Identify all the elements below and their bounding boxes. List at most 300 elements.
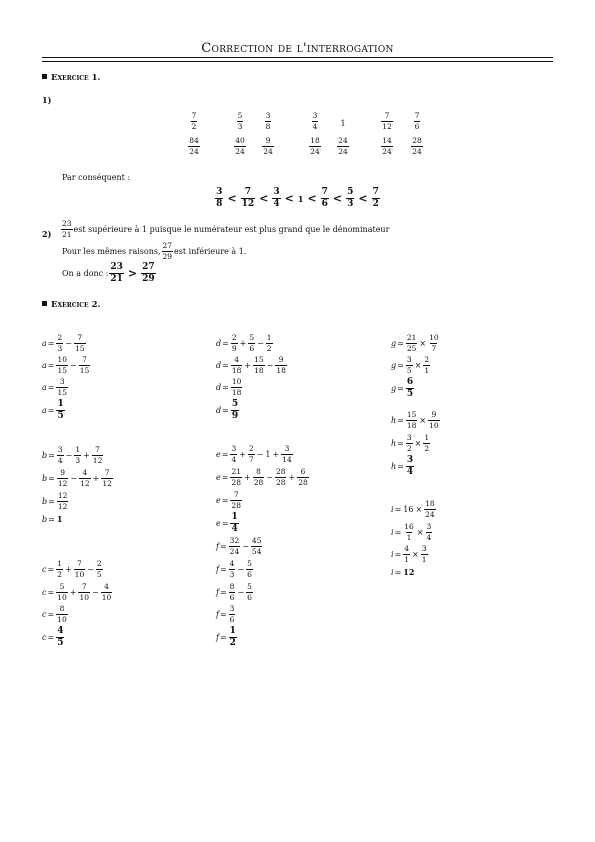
fraction <box>141 263 156 284</box>
fraction <box>275 468 287 486</box>
denominator: 24 <box>235 146 245 156</box>
equals-sign: = <box>222 382 229 392</box>
fraction <box>248 445 255 463</box>
fraction <box>78 583 90 601</box>
variable: i <box>391 549 394 559</box>
numerator: 21 <box>231 467 241 476</box>
denominator: 5 <box>406 365 412 375</box>
fraction <box>79 469 91 487</box>
exercise-1-heading <box>42 73 100 83</box>
operator: + <box>92 473 100 483</box>
denominator: 5 <box>96 569 102 579</box>
fraction <box>403 545 410 563</box>
fraction <box>426 523 433 541</box>
fraction <box>229 605 236 623</box>
denominator: 7 <box>431 343 437 353</box>
operator: × <box>419 338 427 348</box>
fraction <box>421 545 428 563</box>
equation-line <box>391 411 441 429</box>
operator: − <box>70 473 78 483</box>
fraction <box>424 500 436 518</box>
numerator: 7 <box>414 111 420 120</box>
equals-sign: = <box>219 633 227 642</box>
equation-line <box>42 446 104 464</box>
variable: g <box>391 338 397 348</box>
numerator: 5 <box>347 187 354 197</box>
numerator: 7 <box>95 445 100 454</box>
operator: − <box>256 449 264 459</box>
equals-sign: = <box>47 406 55 415</box>
fraction <box>248 334 255 352</box>
numerator: 1 <box>57 399 64 409</box>
numerator: 3 <box>265 111 271 120</box>
equals-sign: = <box>48 473 55 483</box>
numerator: 6 <box>406 377 414 387</box>
denominator: 9 <box>231 343 237 353</box>
numerator: 23 <box>62 219 72 228</box>
variable: f <box>216 541 219 551</box>
numerator: 10 <box>429 333 439 342</box>
denominator: 24 <box>189 146 199 156</box>
fraction <box>309 137 321 155</box>
equation-line <box>391 523 433 541</box>
equals-sign: = <box>397 438 404 448</box>
denominator: 29 <box>162 251 173 261</box>
numerator: 3 <box>216 187 223 197</box>
equation-line <box>216 400 240 421</box>
fraction <box>406 434 413 452</box>
fraction <box>229 627 237 648</box>
numerator: 32 <box>229 536 240 545</box>
numerator: 27 <box>142 262 155 272</box>
fraction <box>372 188 380 209</box>
variable: d <box>216 382 222 392</box>
variable: a <box>42 382 47 392</box>
denominator: 9 <box>231 411 239 421</box>
denominator: 14 <box>282 454 292 464</box>
denominator: 12 <box>102 478 112 488</box>
relation-symbol: < <box>307 192 317 205</box>
denominator: 29 <box>142 274 155 284</box>
fraction <box>56 627 64 648</box>
operator: − <box>87 564 94 574</box>
fraction <box>297 468 309 486</box>
numerator: 21 <box>406 333 417 342</box>
equation-line <box>391 334 441 352</box>
denominator: 15 <box>57 365 68 375</box>
equals-sign: = <box>222 406 229 415</box>
variable: b <box>42 496 48 506</box>
denominator: 10 <box>74 569 85 579</box>
variable: g <box>391 360 397 370</box>
fraction <box>92 446 104 464</box>
equals-sign: = <box>394 527 402 537</box>
denominator: 3 <box>75 455 81 465</box>
fraction <box>57 492 69 510</box>
operator: + <box>288 472 296 482</box>
table-bottom-cell <box>227 137 253 155</box>
denominator: 5 <box>57 411 64 421</box>
operator: − <box>257 338 264 348</box>
numerator: 3 <box>406 455 414 465</box>
denominator: 6 <box>229 614 235 624</box>
denominator: 1 <box>424 365 430 375</box>
question-2-conclusion <box>62 263 157 284</box>
fraction <box>74 560 86 578</box>
numerator: 3 <box>59 377 65 386</box>
numerator: 4 <box>404 544 410 553</box>
table-top-cell <box>181 112 207 130</box>
fraction <box>96 560 103 578</box>
variable: b <box>42 450 48 460</box>
operator: − <box>91 587 99 597</box>
variable: c <box>42 564 47 574</box>
numerator: 1 <box>424 433 430 442</box>
fraction <box>406 334 418 352</box>
equals-sign: = <box>222 338 229 348</box>
equals-sign: = <box>221 472 229 482</box>
numerator: 7 <box>244 187 251 197</box>
fraction <box>74 334 86 352</box>
fraction <box>265 112 272 130</box>
equation-line <box>216 445 294 463</box>
denominator: 12 <box>57 478 68 488</box>
variable: f <box>216 587 219 597</box>
equation-line <box>391 456 415 477</box>
fraction <box>56 605 68 623</box>
numerator: 15 <box>254 355 264 364</box>
fraction <box>423 434 430 452</box>
equation-line <box>42 356 91 374</box>
denominator: 8 <box>265 121 271 131</box>
equals-sign: = <box>47 564 55 574</box>
table-top-cell <box>255 112 281 130</box>
numerator: 7 <box>81 582 87 591</box>
operator: − <box>65 338 72 348</box>
equals-sign: = <box>397 338 404 348</box>
numerator: 3 <box>426 522 432 531</box>
equation-line <box>216 560 254 578</box>
operator: − <box>237 587 245 597</box>
variable: i <box>391 527 394 537</box>
numerator: 3 <box>229 604 235 613</box>
operator: + <box>64 564 72 574</box>
fraction <box>246 560 253 578</box>
denominator: 28 <box>298 477 308 487</box>
operator: + <box>69 587 77 597</box>
denominator: 18 <box>231 365 242 375</box>
fraction <box>230 445 237 463</box>
numerator: 15 <box>406 410 417 419</box>
fraction <box>246 583 253 601</box>
denominator: 4 <box>312 121 318 131</box>
relation-symbol: < <box>259 192 269 205</box>
operator: − <box>266 360 274 370</box>
fraction <box>272 188 280 209</box>
denominator: 25 <box>406 343 417 353</box>
denominator: 6 <box>249 343 255 353</box>
equals-sign: = <box>47 609 55 619</box>
equation-line <box>216 537 263 555</box>
numerator: 14 <box>382 136 392 145</box>
fraction <box>230 491 242 509</box>
fraction <box>337 137 349 155</box>
consequence-text: Par conséquent : <box>62 173 131 182</box>
numerator: 8 <box>229 582 235 591</box>
fraction <box>231 400 239 421</box>
numerator: 4 <box>104 582 109 591</box>
denominator: 15 <box>57 387 68 397</box>
denominator: 2 <box>266 343 272 353</box>
fraction <box>237 112 244 130</box>
denominator: 12 <box>80 478 90 488</box>
fraction <box>253 356 265 374</box>
table-bottom-cell <box>374 137 400 155</box>
fraction <box>56 378 68 396</box>
denominator: 1 <box>404 554 410 564</box>
numerator: 4 <box>229 559 235 568</box>
relation-symbol: < <box>227 192 237 205</box>
equals-sign: = <box>221 449 229 459</box>
operator: + <box>244 360 252 370</box>
numerator: 5 <box>237 111 243 120</box>
fraction <box>188 137 200 155</box>
operator: × <box>416 527 424 537</box>
denominator: 10 <box>57 614 67 624</box>
variable: c <box>42 633 47 642</box>
fraction <box>234 137 246 155</box>
fraction <box>215 188 223 209</box>
numerator: 3 <box>406 355 412 364</box>
number: 1 <box>297 193 304 204</box>
operator: × <box>412 549 419 559</box>
numerator: 5 <box>231 399 239 409</box>
fraction <box>406 378 414 399</box>
denominator: 28 <box>275 477 286 487</box>
fraction <box>61 220 73 238</box>
denominator: 24 <box>412 146 422 156</box>
denominator: 10 <box>101 592 112 602</box>
denominator: 28 <box>231 500 241 510</box>
numerator: 18 <box>425 499 435 508</box>
equation-line <box>42 334 87 352</box>
denominator: 28 <box>253 477 264 487</box>
number: 1 <box>265 449 271 459</box>
relation-symbol: > <box>127 267 138 280</box>
operator: − <box>65 450 73 460</box>
numerator: 7 <box>233 490 239 499</box>
fraction <box>56 356 68 374</box>
equals-sign: = <box>222 360 229 370</box>
numerator: 1 <box>231 512 238 522</box>
fraction <box>262 137 274 155</box>
equation-line <box>391 356 431 374</box>
equals-sign: = <box>397 360 404 370</box>
denominator: 2 <box>229 638 236 648</box>
question-2-label: 2) <box>42 229 52 239</box>
numerator: 2 <box>96 559 102 568</box>
equation-line <box>391 434 431 452</box>
denominator: 1 <box>421 554 427 564</box>
numerator: 23 <box>110 262 123 272</box>
title-rule-thick <box>42 57 553 58</box>
table-top-cell: 1 <box>340 119 346 128</box>
numerator: 10 <box>231 377 242 386</box>
equals-sign: = <box>397 462 404 471</box>
equation-line <box>216 356 288 374</box>
numerator: 2 <box>248 444 254 453</box>
fraction <box>229 537 241 555</box>
fraction <box>423 356 430 374</box>
equation-line <box>42 583 113 601</box>
denominator: 24 <box>229 546 240 556</box>
table-bottom-cell <box>330 137 356 155</box>
equation-line <box>42 514 63 524</box>
variable: b <box>42 473 48 483</box>
equals-sign: = <box>47 338 55 348</box>
operator: − <box>70 360 77 370</box>
denominator: 1 <box>406 532 412 542</box>
equals-sign: = <box>221 495 229 505</box>
denominator: 2 <box>191 121 197 131</box>
denominator: 54 <box>251 546 262 556</box>
numerator: 7 <box>82 355 87 364</box>
equals-sign: = <box>47 587 55 597</box>
numerator: 7 <box>77 333 83 342</box>
numerator: 3 <box>406 433 412 442</box>
numerator: 1 <box>229 626 236 636</box>
fraction <box>275 356 287 374</box>
relation-symbol: < <box>284 192 294 205</box>
variable: c <box>42 609 47 619</box>
denominator: 15 <box>79 365 90 375</box>
numerator: 45 <box>251 536 262 545</box>
denominator: 4 <box>57 455 63 465</box>
denominator: 12 <box>382 121 392 131</box>
operator: + <box>243 472 251 482</box>
equation-line <box>42 560 104 578</box>
operator: − <box>266 472 273 482</box>
question-2-line-1 <box>60 220 389 238</box>
numerator: 8 <box>59 604 65 613</box>
denominator: 6 <box>321 199 328 209</box>
fraction <box>230 468 242 486</box>
numerator: 28 <box>275 467 286 476</box>
equation-line <box>216 583 254 601</box>
equals-sign: = <box>219 564 227 574</box>
exercise-2-heading <box>42 300 100 310</box>
fraction <box>428 411 440 429</box>
variable: e <box>216 449 221 459</box>
denominator: 21 <box>110 274 123 284</box>
operator: − <box>242 541 249 551</box>
denominator: 4 <box>406 467 414 477</box>
fraction <box>231 356 243 374</box>
variable: b <box>42 514 48 524</box>
variable: e <box>216 495 221 505</box>
operator: × <box>414 360 422 370</box>
numerator: 5 <box>247 582 252 591</box>
denominator: 24 <box>263 146 273 156</box>
equals-sign: = <box>397 415 404 425</box>
equals-sign: = <box>47 382 55 392</box>
fraction <box>312 112 319 130</box>
title-rule-thin <box>42 61 553 62</box>
fraction <box>229 560 236 578</box>
numerator: 1 <box>75 445 81 454</box>
equation-line <box>216 468 310 486</box>
denominator: 18 <box>254 365 264 375</box>
numerator: 40 <box>235 136 245 145</box>
bullet-square-icon <box>42 74 47 79</box>
number: 16 <box>403 504 414 514</box>
numerator: 4 <box>82 468 88 477</box>
equation-line <box>42 492 69 510</box>
variable: i <box>391 567 394 577</box>
denominator: 3 <box>57 343 63 353</box>
numerator: 6 <box>300 467 306 476</box>
denominator: 21 <box>62 229 72 239</box>
denominator: 18 <box>406 420 417 430</box>
fraction <box>79 356 91 374</box>
equals-sign: = <box>219 587 227 597</box>
fraction <box>266 334 273 352</box>
operator: + <box>272 449 280 459</box>
variable: e <box>216 472 221 482</box>
exercise-1-title: Exercice 1. <box>51 73 101 83</box>
fraction <box>241 188 256 209</box>
denominator: 10 <box>57 592 67 602</box>
numerator: 3 <box>273 187 280 197</box>
variable: c <box>42 587 47 597</box>
equation-line <box>391 500 437 518</box>
fraction <box>230 513 238 534</box>
denominator: 4 <box>426 532 432 542</box>
numerator: 8 <box>256 467 261 476</box>
operator: + <box>239 338 247 348</box>
fraction <box>414 112 421 130</box>
equation-line <box>42 627 65 648</box>
numerator: 7 <box>104 468 110 477</box>
equation-line <box>216 513 240 534</box>
number: 12 <box>403 567 415 577</box>
denominator: 5 <box>57 638 64 648</box>
equals-sign: = <box>397 384 404 393</box>
numerator: 2 <box>57 333 63 342</box>
denominator: 24 <box>425 509 435 519</box>
denominator: 12 <box>92 455 103 465</box>
denominator: 18 <box>276 365 286 375</box>
denominator: 10 <box>79 592 89 602</box>
variable: d <box>216 338 222 348</box>
equals-sign: = <box>47 633 55 642</box>
denominator: 6 <box>247 569 252 579</box>
denominator: 2 <box>57 569 62 579</box>
operator: + <box>83 450 90 460</box>
question-2-text-3: est inférieure à 1. <box>174 246 247 256</box>
numerator: 7 <box>321 187 328 197</box>
numerator: 3 <box>312 111 318 120</box>
variable: f <box>216 609 219 619</box>
denominator: 2 <box>424 443 430 453</box>
fraction <box>406 411 418 429</box>
table-top-cell <box>404 112 430 130</box>
denominator: 3 <box>237 121 243 131</box>
numerator: 5 <box>59 582 65 591</box>
numerator: 3 <box>57 445 63 454</box>
equation-line <box>216 378 243 396</box>
table-bottom-cell <box>404 137 430 155</box>
